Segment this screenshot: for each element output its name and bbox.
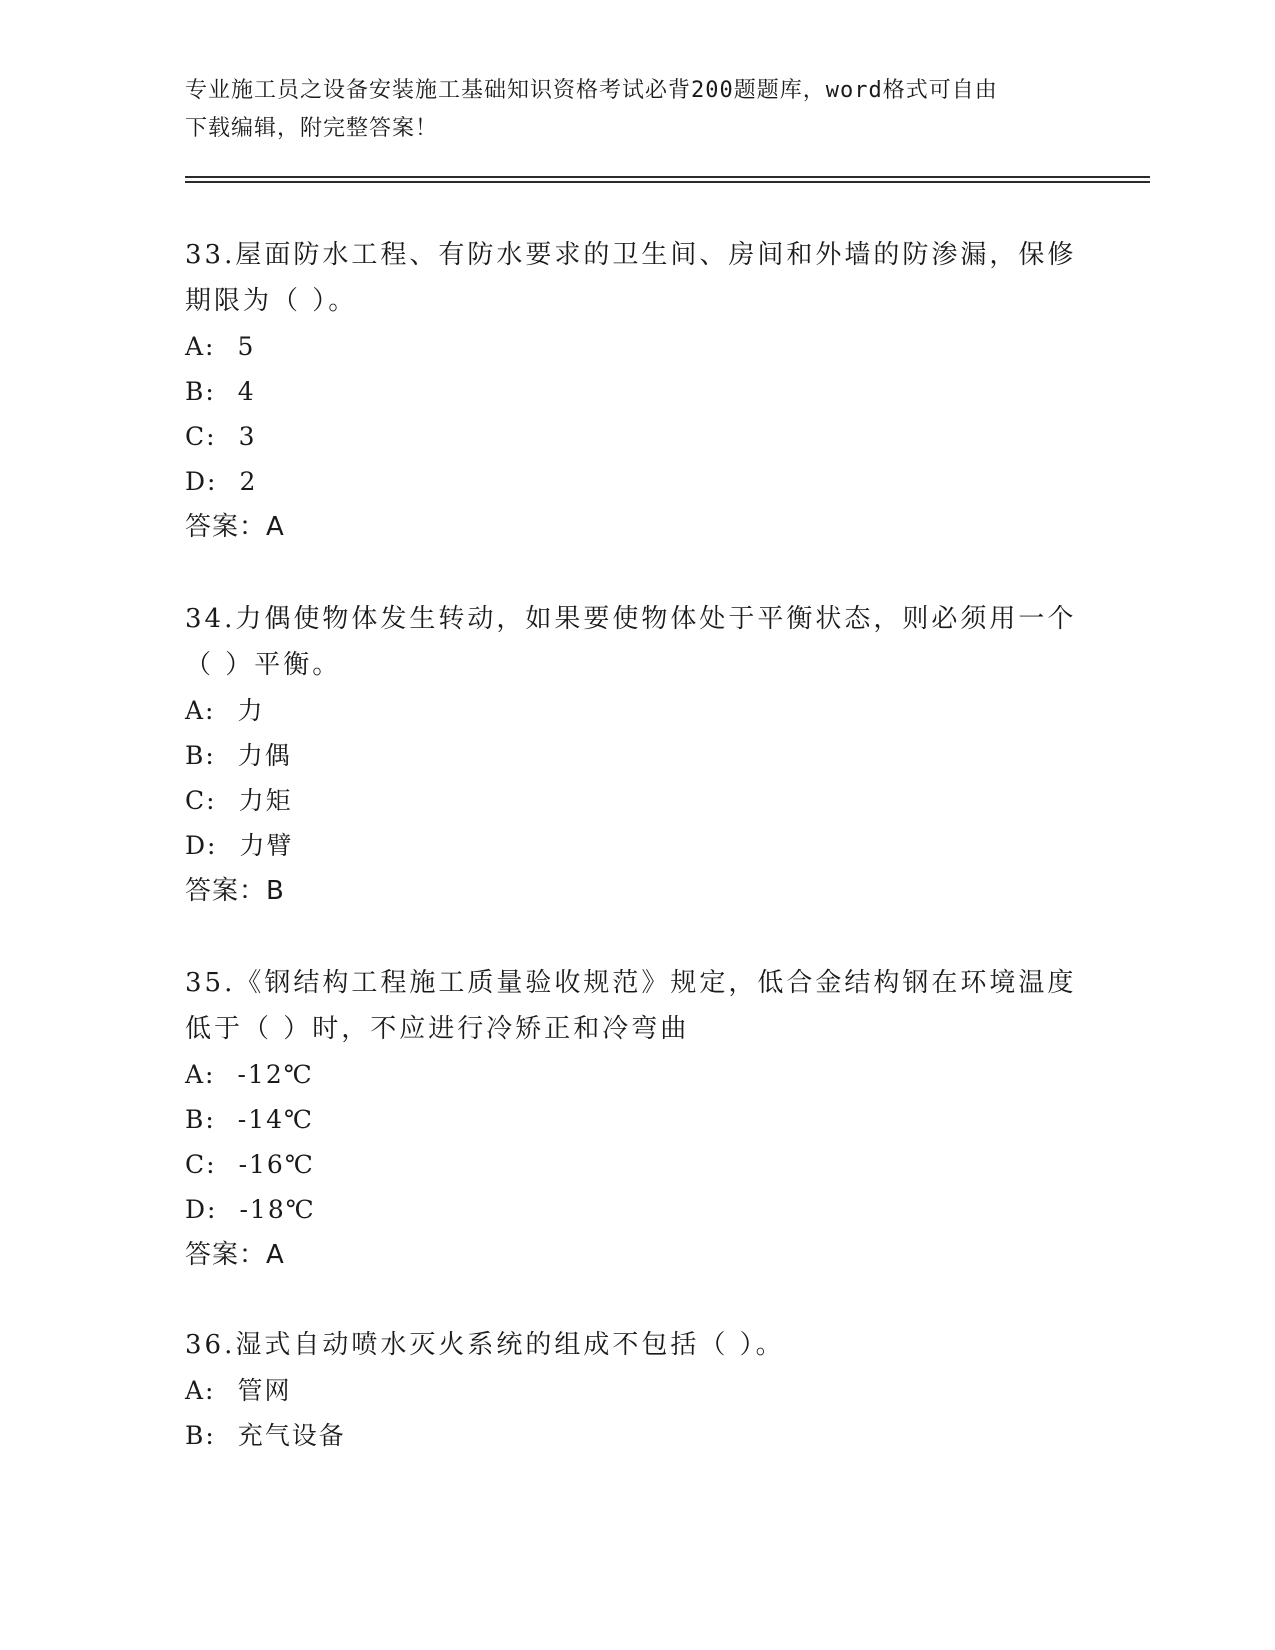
option-a: [185, 1368, 1085, 1413]
option-key: D:: [185, 467, 218, 496]
document-header: [185, 72, 1065, 148]
option-value: 管网: [237, 1376, 292, 1405]
option-b: [185, 369, 1085, 414]
option-value: 5: [237, 332, 256, 361]
option-value: -14℃: [237, 1105, 315, 1134]
option-value: -18℃: [239, 1195, 316, 1224]
option-d: [185, 459, 1085, 504]
option-value: 力矩: [238, 786, 293, 815]
option-key: C:: [185, 786, 217, 815]
question-33: [185, 232, 1085, 550]
answer-line: 答案：A: [185, 512, 285, 542]
option-key: B:: [185, 1105, 216, 1134]
question-stem-line-2: 期限为（ ）。: [185, 286, 358, 316]
header-line-1: 专业施工员之设备安装施工基础知识资格考试必背200题题库，word格式可自由: [185, 78, 998, 103]
question-stem-line-2: 低于（ ）时，不应进行冷矫正和冷弯曲: [185, 1014, 690, 1044]
option-a: [185, 1052, 1085, 1097]
option-b: [185, 1413, 1085, 1458]
option-value: 力偶: [237, 741, 292, 770]
option-c: [185, 1142, 1085, 1187]
option-value: 力: [237, 696, 265, 725]
option-key: B:: [185, 377, 216, 406]
option-key: A:: [185, 696, 216, 725]
header-line-2: 下载编辑，附完整答案！: [185, 116, 439, 141]
option-key: D:: [185, 1195, 218, 1224]
option-c: [185, 414, 1085, 459]
option-a: [185, 324, 1085, 369]
option-value: 2: [239, 467, 258, 496]
header-divider-bottom: [185, 181, 1150, 183]
option-value: -16℃: [238, 1150, 315, 1179]
option-a: [185, 688, 1085, 733]
option-value: 力臂: [239, 831, 294, 860]
answer-line: 答案：B: [185, 876, 285, 906]
option-key: D:: [185, 831, 218, 860]
option-key: A:: [185, 1060, 216, 1089]
question-35: [185, 960, 1085, 1278]
header-divider-top: [185, 176, 1150, 178]
option-c: [185, 778, 1085, 823]
answer-line: 答案：A: [185, 1240, 285, 1270]
option-key: C:: [185, 422, 217, 451]
question-stem-line-1: 34.力偶使物体发生转动，如果要使物体处于平衡状态，则必须用一个: [185, 604, 1077, 634]
option-d: [185, 823, 1085, 868]
option-b: [185, 733, 1085, 778]
question-stem-line-1: 33.屋面防水工程、有防水要求的卫生间、房间和外墙的防渗漏，保修: [185, 240, 1077, 270]
option-key: B:: [185, 1421, 216, 1450]
question-36: [185, 1322, 1085, 1458]
question-stem-line-1: 35.《钢结构工程施工质量验收规范》规定，低合金结构钢在环境温度: [185, 968, 1077, 998]
option-d: [185, 1187, 1085, 1232]
option-value: 3: [238, 422, 257, 451]
option-key: C:: [185, 1150, 217, 1179]
question-stem-line-2: （ ）平衡。: [185, 650, 342, 680]
option-value: -12℃: [237, 1060, 314, 1089]
option-value: 4: [237, 377, 256, 406]
option-key: B:: [185, 741, 216, 770]
question-stem-line-1: 36.湿式自动喷水灭火系统的组成不包括（ ）。: [185, 1330, 785, 1360]
question-34: [185, 596, 1085, 914]
option-value: 充气设备: [237, 1421, 346, 1450]
option-key: A:: [185, 332, 216, 361]
option-key: A:: [185, 1376, 216, 1405]
option-b: [185, 1097, 1085, 1142]
